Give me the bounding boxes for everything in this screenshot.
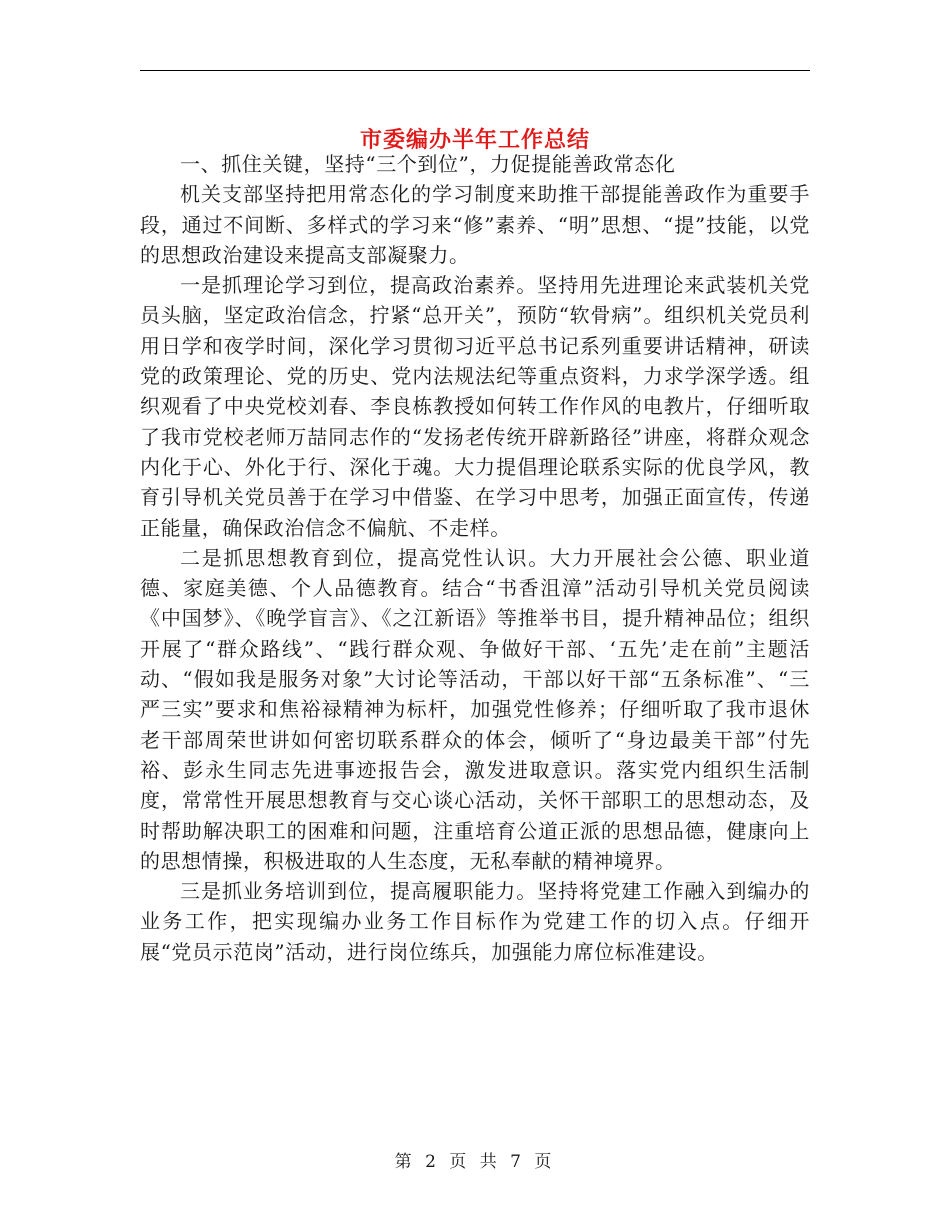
section-heading: 一、抓住关键，坚持“三个到位”，力促提能善政常态化 xyxy=(180,152,676,176)
body-paragraph: 二是抓思想教育到位，提高党性认识。大力开展社会公德、职业道德、家庭美德、个人品德教育。结合“书香沮漳”活动引导机关党员阅读《中国梦》、《晚学盲言》、《之江新语》等推举书目，提升精神品位；组织开展了“群众路线”、“践行群众观、争做好干部、‘五先’走在前”主题活动、“假如我是服务对象”大讨论等活动，干部以好干部“五条标准”、“三严三实”要求和焦裕禄精神为标杆，加强党性修养；仔细听取了我市退休老干部周荣世讲如何密切联系群众的体会，倾听了“身边最美干部”付先裕、彭永生同志先进事迹报告会，激发进取意识。落实党内组织生活制度，常常性开展思想教育与交心谈心活动，关怀干部职工的思想动态，及时帮助解决职工的困难和问题，注重培育公道正派的思想品德，健康向上的思想情操，积极进取的人生态度，无私奉献的精神境界。 xyxy=(140,545,810,873)
body-paragraph: 三是抓业务培训到位，提高履职能力。坚持将党建工作融入到编办的业务工作，把实现编办业务工作目标作为党建工作的切入点。仔细开展“党员示范岗”活动，进行岗位练兵，加强能力席位标准建设。 xyxy=(140,879,810,964)
body-paragraph: 机关支部坚持把用常态化的学习制度来助推干部提能善政作为重要手段，通过不间断、多样式的学习来“修”素养、“明”思想、“提”技能，以党的思想政治建设来提高支部凝聚力。 xyxy=(140,182,810,267)
document-body xyxy=(140,149,810,967)
body-paragraph: 一是抓理论学习到位，提高政治素养。坚持用先进理论来武装机关党员头脑，坚定政治信念，拧紧“总开关”，预防“软骨病”。组织机关党员利用日学和夜学时间，深化学习贯彻习近平总书记系列重要讲话精神，研读党的政策理论、党的历史、党内法规法纪等重点资料，力求学深学透。组织观看了中央党校刘春、李良栋教授如何转工作作风的电教片，仔细听取了我市党校老师万喆同志作的“发扬老传统开辟新路径”讲座，将群众观念内化于心、外化于行、深化于魂。大力提倡理论联系实际的优良学风，教育引导机关党员善于在学习中借鉴、在学习中思考，加强正面宣传，传递正能量，确保政治信念不偏航、不走样。 xyxy=(140,273,810,540)
page-number: 第 2 页 共 7 页 xyxy=(394,1152,556,1172)
document-title: 市委编办半年工作总结 xyxy=(359,126,590,153)
header-rule xyxy=(140,70,810,71)
